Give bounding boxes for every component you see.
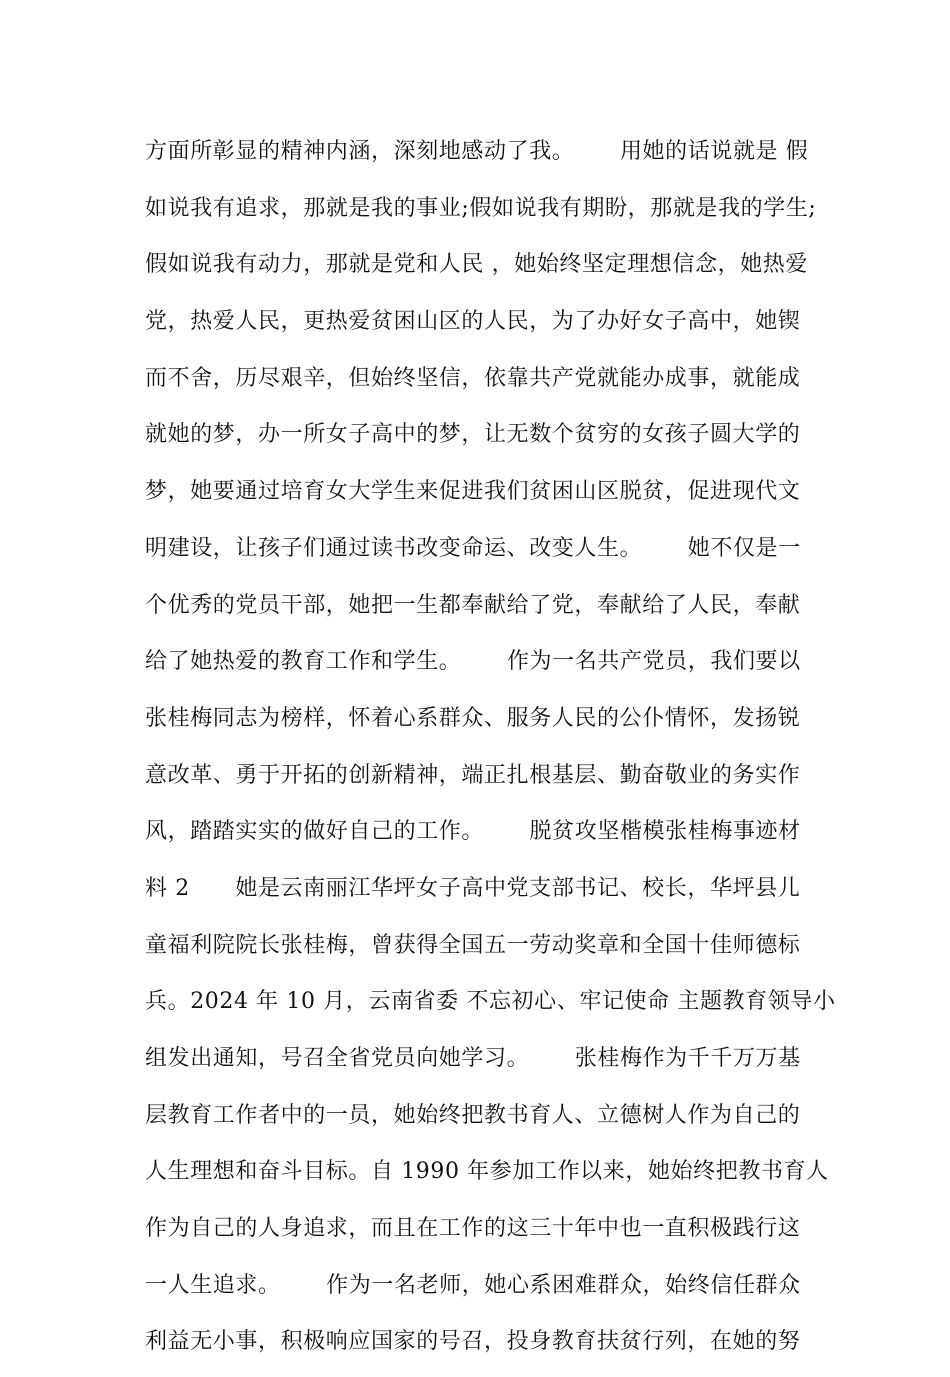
text-line-22: 利益无小事，积极响应国家的号召，投身教育扶贫行列，在她的努 bbox=[145, 1329, 801, 1355]
text-line-1: 方面所彰显的精神内涵，深刻地感动了我。 用她的话说就是 假 bbox=[145, 139, 809, 164]
text-line-13: 风，踏踏实实的做好自己的工作。 脱贫攻坚楷模张桂梅事迹材 bbox=[145, 819, 801, 845]
text-line-18: 层教育工作者中的一员，她始终把教书育人、立德树人作为自己的 bbox=[145, 1102, 801, 1128]
text-line-4: 党，热爱人民，更热爱贫困山区的人民，为了办好女子高中，她锲 bbox=[145, 309, 801, 335]
text-line-16: 兵。2024 年 10 月，云南省委 不忘初心、牢记使命 主题教育领导小 bbox=[145, 989, 836, 1015]
text-line-15: 童福利院院长张桂梅，曾获得全国五一劳动奖章和全国十佳师德标 bbox=[145, 932, 801, 958]
body-text bbox=[145, 130, 836, 1377]
text-line-2: 如说我有追求，那就是我的事业;假如说我有期盼，那就是我的学生; bbox=[145, 195, 817, 221]
text-line-3: 假如说我有动力，那就是党和人民 ，她始终坚定理想信念，她热爱 bbox=[145, 252, 808, 278]
text-line-17: 组发出通知，号召全省党员向她学习。 张桂梅作为千千万万基 bbox=[145, 1046, 801, 1071]
text-line-5: 而不舍，历尽艰辛，但始终坚信，依靠共产党就能办成事，就能成 bbox=[145, 365, 801, 391]
text-line-8: 明建设，让孩子们通过读书改变命运、改变人生。 她不仅是一 bbox=[145, 535, 801, 561]
text-line-11: 张桂梅同志为榜样，怀着心系群众、服务人民的公仆情怀，发扬锐 bbox=[145, 705, 801, 731]
text-line-21: 一人生追求。 作为一名老师，她心系困难群众，始终信任群众 bbox=[145, 1272, 801, 1298]
text-line-19: 人生理想和奋斗目标。自 1990 年参加工作以来，她始终把教书育人 bbox=[145, 1159, 829, 1185]
text-line-10: 给了她热爱的教育工作和学生。 作为一名共产党员，我们要以 bbox=[145, 649, 801, 675]
text-line-7: 梦，她要通过培育女大学生来促进我们贫困山区脱贫，促进现代文 bbox=[145, 479, 801, 505]
text-line-12: 意改革、勇于开拓的创新精神，端正扎根基层、勤奋敬业的务实作 bbox=[145, 762, 801, 788]
text-line-6: 就她的梦，办一所女子高中的梦，让无数个贫穷的女孩子圆大学的 bbox=[145, 422, 801, 448]
text-line-9: 个优秀的党员干部，她把一生都奉献给了党，奉献给了人民，奉献 bbox=[145, 592, 801, 618]
text-line-14: 料 2 她是云南丽江华坪女子高中党支部书记、校长，华坪县儿 bbox=[145, 875, 801, 901]
text-line-20: 作为自己的人身追求，而且在工作的这三十年中也一直积极践行这 bbox=[145, 1216, 801, 1242]
